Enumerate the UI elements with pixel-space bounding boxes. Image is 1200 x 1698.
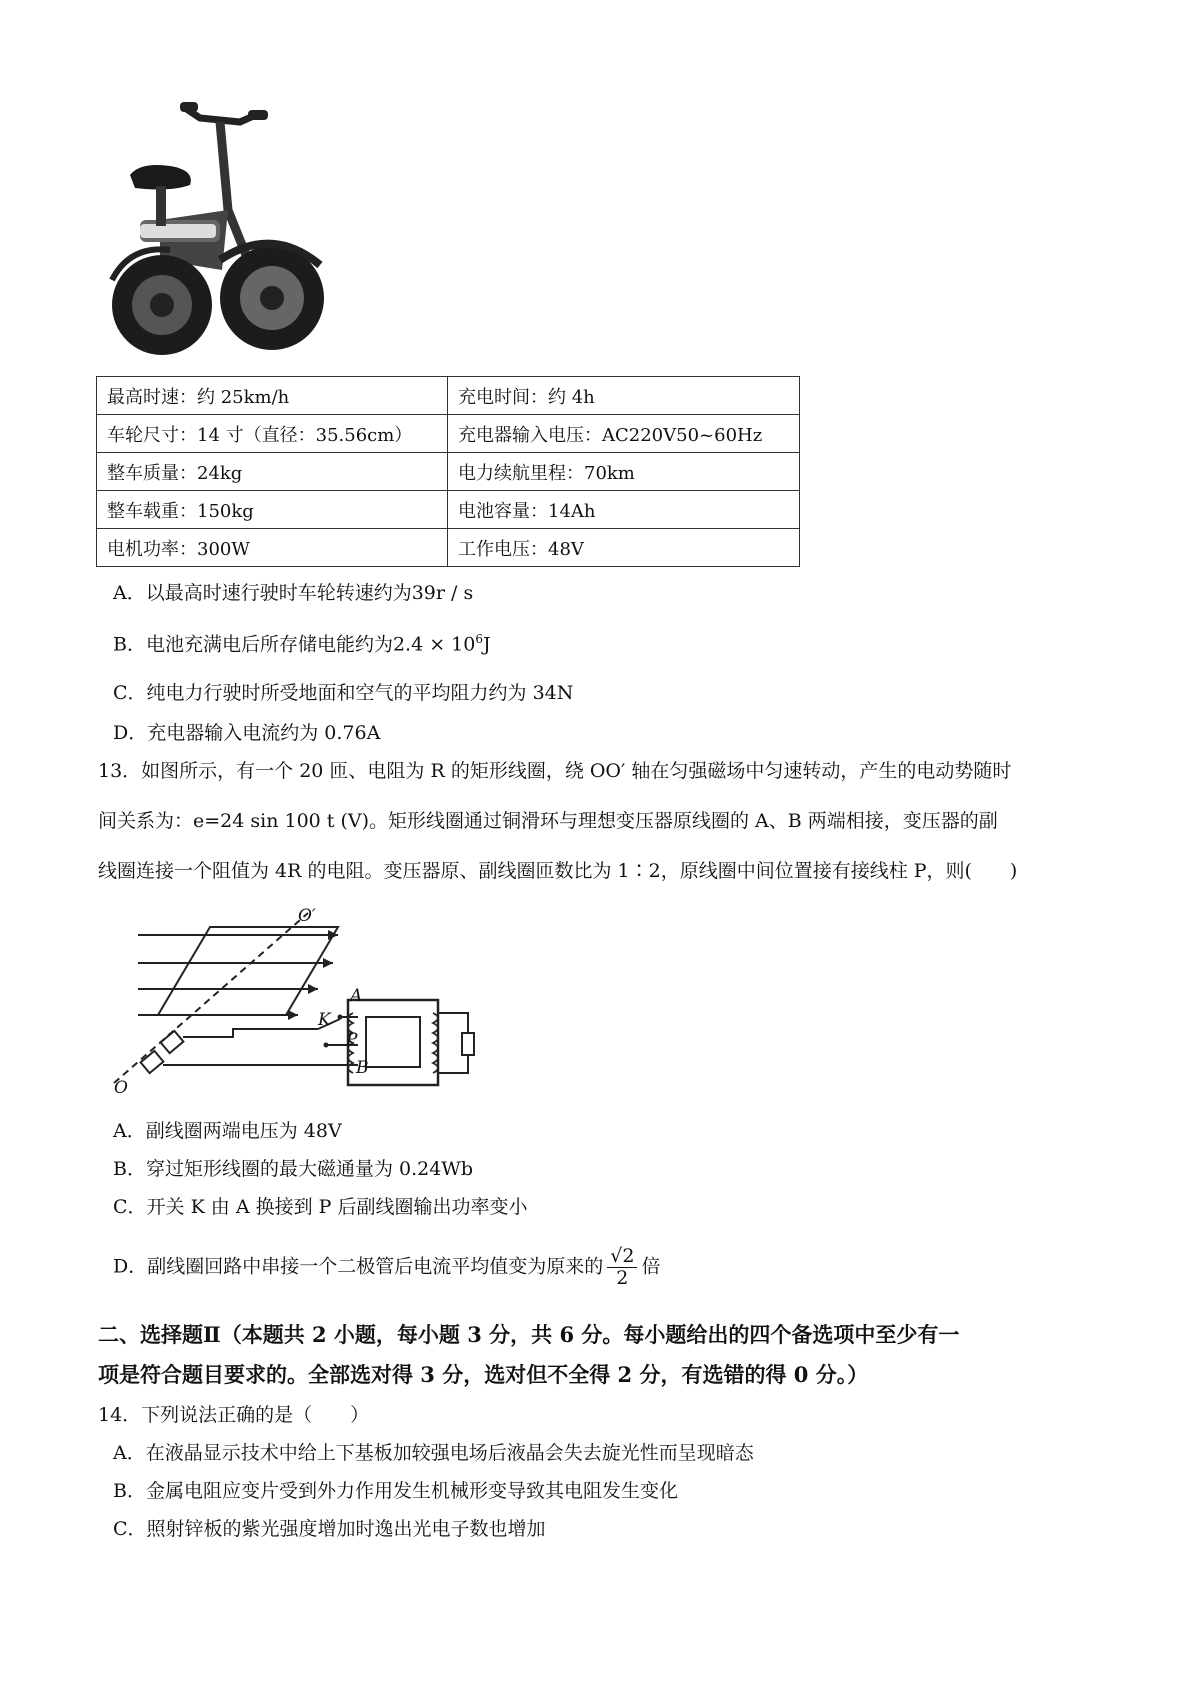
label-a: A	[350, 986, 363, 1006]
label-p: P	[346, 1030, 358, 1050]
q14-stem: 14．下列说法正确的是（ ）	[98, 1404, 370, 1426]
q12-option-b-exponent: 6	[475, 632, 483, 646]
table-cell: 车轮尺寸：14 寸（直径：35.56cm）	[97, 415, 448, 453]
q13-option-a: A．副线圈两端电压为 48V	[113, 1120, 342, 1142]
table-cell: 电池容量：14Ah	[448, 491, 800, 529]
table-cell: 整车质量：24kg	[97, 453, 448, 491]
table-row	[97, 453, 800, 491]
table-cell: 最高时速：约 25km/h	[97, 377, 448, 415]
q13-option-d	[113, 1246, 660, 1289]
spec-table	[96, 376, 800, 567]
table-cell: 电力续航里程：70km	[448, 453, 800, 491]
fraction-numerator: √2	[607, 1246, 637, 1268]
label-b: B	[356, 1058, 369, 1078]
table-row	[97, 415, 800, 453]
label-k: K	[318, 1010, 331, 1030]
section2-heading-line2: 项是符合题目要求的。全部选对得 3 分，选对但不全得 2 分，有选错的得 0 分。）	[98, 1362, 869, 1387]
q12-option-b	[113, 632, 491, 656]
q13-stem-line3: 线圈连接一个阻值为 4R 的电阻。变压器原、副线圈匝数比为 1∶2，原线圈中间位置接有接线柱 P，则( )	[98, 860, 1018, 882]
section2-heading-line1: 二、选择题Ⅱ（本题共 2 小题，每小题 3 分，共 6 分。每小题给出的四个备选项中至少有一	[98, 1322, 960, 1347]
q12-option-c: C．纯电力行驶时所受地面和空气的平均阻力约为 34N	[113, 682, 574, 704]
q14-option-a: A．在液晶显示技术中给上下基板加较强电场后液晶会失去旋光性而呈现暗态	[113, 1442, 754, 1464]
table-row	[97, 377, 800, 415]
q13-option-c: C．开关 K 由 A 换接到 P 后副线圈输出功率变小	[113, 1196, 528, 1218]
q12-option-b-text: B．电池充满电后所存储电能约为2.4 × 10	[113, 633, 476, 656]
q12-option-d: D．充电器输入电流约为 0.76A	[113, 722, 381, 744]
electric-bike-illustration	[100, 100, 340, 362]
q13-option-d-text: D．副线圈回路中串接一个二极管后电流平均值变为原来的	[113, 1255, 604, 1278]
q13-option-d-suffix: 倍	[641, 1255, 661, 1278]
table-cell: 电机功率：300W	[97, 529, 448, 567]
q13-stem-line2: 间关系为：e=24 sin 100 t (V)。矩形线圈通过铜滑环与理想变压器原线圈的 A、B 两端相接，变压器的副	[98, 810, 998, 832]
table-cell: 整车载重：150kg	[97, 491, 448, 529]
label-o-prime: O′	[298, 906, 316, 926]
q14-option-c: C．照射锌板的紫光强度增加时逸出光电子数也增加	[113, 1518, 546, 1540]
q13-option-b: B．穿过矩形线圈的最大磁通量为 0.24Wb	[113, 1158, 473, 1180]
generator-transformer-diagram	[108, 905, 528, 1090]
table-cell: 充电器输入电压：AC220V50~60Hz	[448, 415, 800, 453]
q12-option-a: A．以最高时速行驶时车轮转速约为39r / s	[113, 582, 474, 604]
q13-stem-line1: 13．如图所示，有一个 20 匝、电阻为 R 的矩形线圈，绕 OO′ 轴在匀强磁场中匀速转动，产生的电动势随时	[98, 760, 1012, 782]
fraction	[607, 1246, 637, 1289]
label-o: O	[114, 1078, 128, 1098]
q12-option-b-unit: J	[483, 633, 491, 656]
table-row	[97, 491, 800, 529]
q14-option-b: B．金属电阻应变片受到外力作用发生机械形变导致其电阻发生变化	[113, 1480, 678, 1502]
table-cell: 工作电压：48V	[448, 529, 800, 567]
table-row	[97, 529, 800, 567]
table-cell: 充电时间：约 4h	[448, 377, 800, 415]
fraction-denominator: 2	[616, 1266, 629, 1289]
